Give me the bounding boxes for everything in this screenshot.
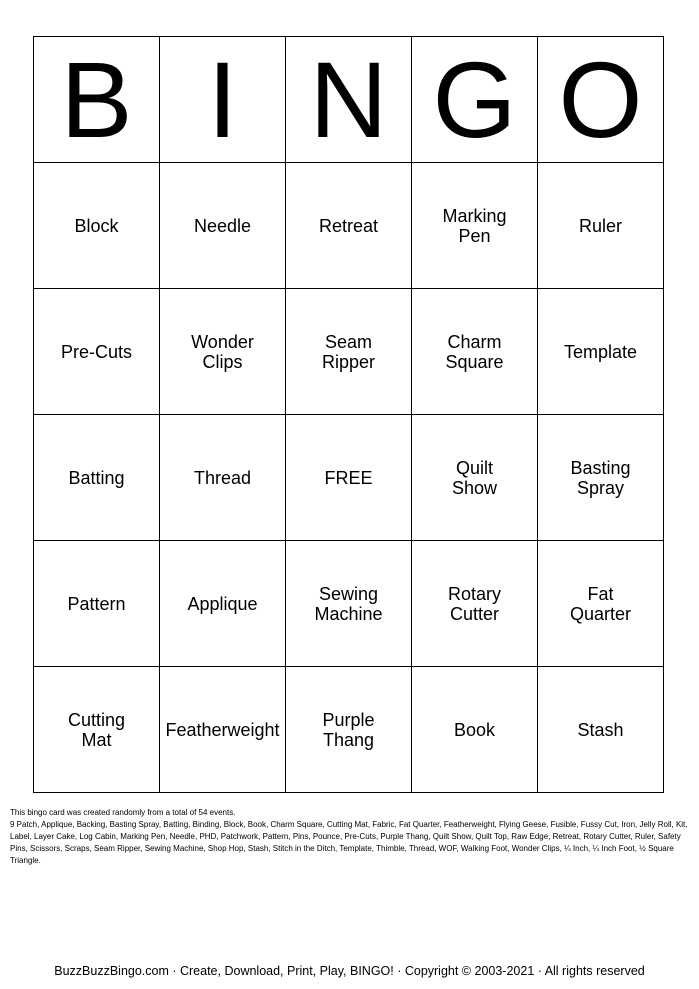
- header-letter-i: I: [160, 37, 286, 163]
- cell-label: Marking Pen: [442, 205, 507, 246]
- header-letter-o: O: [538, 37, 664, 163]
- cell-label: Block: [74, 215, 119, 236]
- cell-label: Sewing Machine: [314, 583, 383, 624]
- bingo-cell: [412, 667, 538, 793]
- event-list: 9 Patch, Applique, Backing, Basting Spray, Batting, Binding, Block, Book, Charm Square, Cutting Mat, Fabric, Fat Quarter, Featherweight, Flying Geese, Fusible, Fussy Cut, Iron, Jelly Roll, Kit, Label, Layer Cake, Log Cabin, Marking Pen, Needle, PHD, Patchwork, Pattern, Pins, Pounce, Pre-Cuts, Purple Thang, Quilt Show, Quilt Top, Raw Edge, Retreat, Rotary Cutter, Ruler, Safety Pins, Scissors, Scraps, Seam Ripper, Sewing Machine, Shop Hop, Stash, Stitch in the Ditch, Template, Thimble, Thread, WOF, Walking Foot, Wonder Clips, ¼ Inch, ¼ Inch Foot, ½ Square Triangle.: [10, 820, 688, 865]
- bingo-cell: [160, 415, 286, 541]
- cell-label: Wonder Clips: [191, 331, 254, 372]
- bingo-card: [33, 36, 664, 793]
- cell-label: Thread: [193, 467, 252, 488]
- bingo-cell: [538, 541, 664, 667]
- cell-label: Seam Ripper: [321, 331, 376, 372]
- bingo-header-row: [34, 37, 664, 163]
- bingo-cell: [34, 163, 160, 289]
- bingo-cell: [34, 415, 160, 541]
- bingo-cell: [538, 415, 664, 541]
- bingo-row: [34, 163, 664, 289]
- bingo-cell: [286, 163, 412, 289]
- bingo-cell: [160, 667, 286, 793]
- cell-label: Pre-Cuts: [60, 341, 132, 362]
- cell-label: Book: [453, 719, 496, 740]
- cell-label: Rotary Cutter: [447, 583, 501, 624]
- header-letter-n: N: [286, 37, 412, 163]
- cell-label: Needle: [193, 215, 252, 236]
- cell-label: Retreat: [318, 215, 379, 236]
- event-list-info: [10, 807, 690, 867]
- bingo-cell: [160, 289, 286, 415]
- bingo-cell: [412, 415, 538, 541]
- cell-label: Batting: [68, 467, 125, 488]
- cell-label: Featherweight: [165, 719, 280, 740]
- cell-label: Purple Thang: [322, 709, 375, 750]
- copyright-footer: BuzzBuzzBingo.com · Create, Download, Print, Play, BINGO! · Copyright © 2003-2021 · All rights reserved: [54, 964, 645, 978]
- bingo-cell: [34, 667, 160, 793]
- bingo-row: [34, 415, 664, 541]
- cell-label: Cutting Mat: [67, 709, 126, 750]
- event-summary: This bingo card was created randomly from a total of 54 events.: [10, 808, 236, 817]
- bingo-cell: [412, 289, 538, 415]
- cell-label: Quilt Show: [451, 457, 498, 498]
- bingo-cell: [34, 289, 160, 415]
- bingo-cell: [412, 541, 538, 667]
- bingo-row: [34, 541, 664, 667]
- bingo-cell: [160, 163, 286, 289]
- header-letter-g: G: [412, 37, 538, 163]
- cell-label: Fat Quarter: [569, 583, 632, 624]
- bingo-cell: [538, 163, 664, 289]
- cell-label: Template: [563, 341, 638, 362]
- cell-label: FREE: [324, 467, 373, 488]
- cell-label: Stash: [577, 719, 624, 740]
- bingo-cell: [286, 289, 412, 415]
- header-letter-b: B: [34, 37, 160, 163]
- cell-label: Pattern: [67, 593, 126, 614]
- cell-label: Basting Spray: [570, 457, 631, 498]
- cell-label: Applique: [187, 593, 258, 614]
- bingo-cell: [538, 667, 664, 793]
- bingo-cell: [538, 289, 664, 415]
- cell-label: Ruler: [578, 215, 622, 236]
- bingo-cell: [286, 541, 412, 667]
- bingo-row: [34, 667, 664, 793]
- bingo-cell: [34, 541, 160, 667]
- bingo-cell: [286, 667, 412, 793]
- bingo-free-cell: [286, 415, 412, 541]
- cell-label: Charm Square: [445, 331, 504, 372]
- bingo-row: [34, 289, 664, 415]
- bingo-cell: [412, 163, 538, 289]
- bingo-cell: [160, 541, 286, 667]
